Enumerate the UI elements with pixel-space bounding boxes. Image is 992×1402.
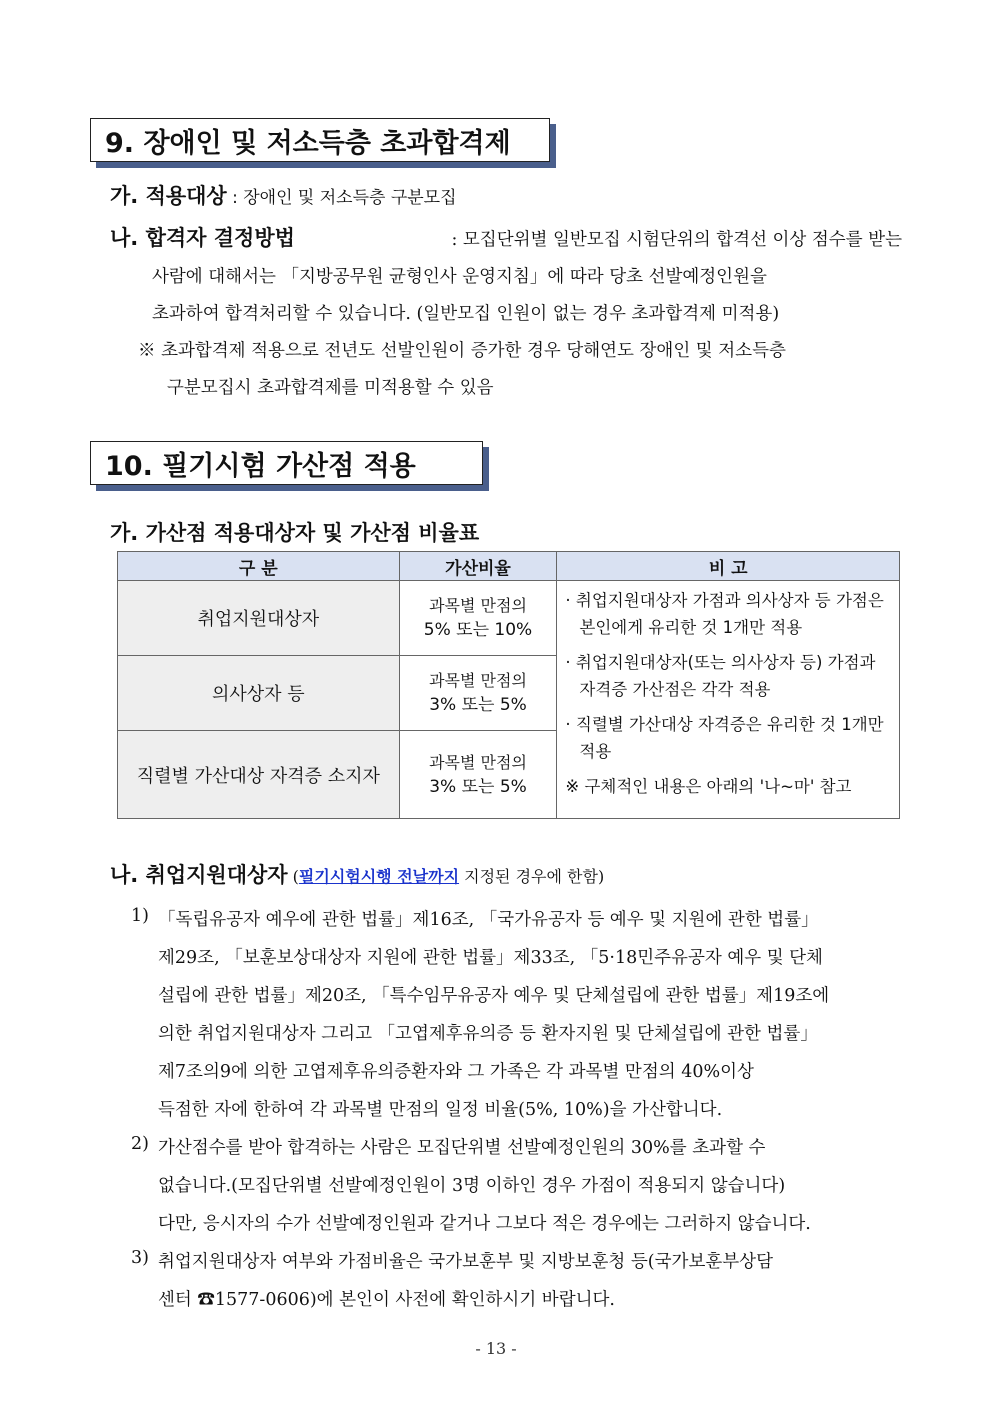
item-1-line-3: 설립에 관한 법률」제20조, 「특수임무유공자 예우 및 단체설립에 관한 법률」제19조에 (158, 986, 830, 1006)
item-2-line-2: 없습니다.(모집단위별 선발예정인원이 3명 이하인 경우 가점이 적용되지 않습니다) (158, 1176, 786, 1196)
section-10-b-qualifier: 지정된 경우에 한함) (459, 867, 605, 886)
item-2-line-3: 다만, 응시자의 수가 선발예정인원과 같거나 그보다 적은 경우에는 그러하지 않습니다. (158, 1214, 811, 1234)
section-9-a-label: 가. 적용대상 (110, 184, 227, 208)
item-3-num: 3) (131, 1248, 149, 1268)
section-10-title-text: 10. 필기시험 가산점 적용 (105, 450, 416, 482)
row-rate-line1: 과목별 만점의 (429, 671, 527, 690)
note-item: · 취업지원대상자(또는 의사상자 등) 가점과 자격증 가산점은 각각 적용 (565, 653, 876, 699)
deadline-link[interactable]: 필기시험시행 전날까지 (298, 867, 460, 886)
bonus-rate-table (117, 551, 900, 819)
section-9-b-label: 나. 합격자 결정방법 (110, 226, 295, 250)
item-1-line-2: 제29조, 「보훈보상대상자 지원에 관한 법률」제33조, 「5·18민주유공자 예우 및 단체 (158, 948, 823, 968)
item-1-line-6: 득점한 자에 한하여 각 과목별 만점의 일정 비율(5%, 10%)을 가산합니다. (158, 1100, 723, 1120)
item-1-line-1: 「독립유공자 예우에 관한 법률」제16조, 「국가유공자 등 예우 및 지원에 관한 법률」 (158, 910, 819, 930)
section-9-b-text1: : 모집단위별 일반모집 시험단위의 합격선 이상 점수를 받는 (451, 230, 902, 250)
item-2-line-1: 가산점수를 받아 합격하는 사람은 모집단위별 선발예정인원의 30%를 초과할 수 (158, 1138, 766, 1158)
note-item: · 직렬별 가산대상 자격증은 유리한 것 1개만 적용 (565, 715, 884, 761)
page-number: - 13 - (475, 1339, 517, 1358)
section-9-a-text: : 장애인 및 저소득층 구분모집 (226, 188, 457, 208)
section-10-b-heading (110, 859, 604, 889)
item-1-line (158, 906, 902, 931)
section-9-b-line3: 초과하여 합격처리할 수 있습니다. (일반모집 인원이 없는 경우 초과합격제 미적용) (152, 304, 780, 324)
row-rate-line1: 과목별 만점의 (429, 596, 527, 615)
section-10-a-heading: 가. 가산점 적용대상자 및 가산점 비율표 (110, 521, 480, 545)
header-note: 비 고 (557, 552, 900, 581)
row-rate-line2: 3% 또는 5% (429, 695, 527, 715)
header-rate: 가산비율 (399, 552, 557, 581)
row-rate-line1: 과목별 만점의 (429, 752, 527, 772)
paren-open: ( (287, 867, 299, 886)
section-9-title-text: 9. 장애인 및 저소득층 초과합격제 (105, 127, 511, 159)
section-9-b-line1 (110, 222, 902, 252)
item-1-line-4: 의한 취업지원대상자 그리고 「고엽제후유의증 등 환자지원 및 단체설립에 관한 법률」 (158, 1024, 818, 1044)
section-9-title (90, 118, 550, 162)
table-header-row (118, 552, 900, 581)
row-rate-line2: 5% 또는 10% (423, 620, 533, 640)
item-2-num: 2) (131, 1134, 149, 1154)
section-9-note-line1: ※ 초과합격제 적용으로 전년도 선발인원이 증가한 경우 당해연도 장애인 및 저소득층 (138, 341, 786, 361)
item-1-num: 1) (131, 906, 149, 926)
row-rate (399, 656, 557, 731)
section-9-a (110, 180, 457, 210)
section-9-b-line2: 사람에 대해서는 「지방공무원 균형인사 운영지침」에 따라 당초 선발예정인원을 (152, 267, 767, 287)
item-3-line-2: 센터 ☎1577-0606)에 본인이 사전에 확인하시기 바랍니다. (158, 1290, 615, 1310)
table-row (118, 581, 900, 656)
section-9-note-line2: 구분모집시 초과합격제를 미적용할 수 있음 (167, 378, 494, 398)
section-10-b-label: 나. 취업지원대상자 (110, 863, 288, 887)
row-category: 의사상자 등 (118, 656, 400, 731)
note-cell (557, 581, 900, 819)
item-1-line-5: 제7조의9에 의한 고엽제후유의증환자와 그 가족은 각 과목별 만점의 40%이상 (158, 1062, 754, 1082)
header-category: 구 분 (118, 552, 400, 581)
row-rate-line2: 3% 또는 5% (429, 776, 527, 797)
note-item: · 취업지원대상자 가점과 의사상자 등 가점은 본인에게 유리한 것 1개만 적용 (565, 591, 884, 637)
note-item: ※ 구체적인 내용은 아래의 '나~마' 참고 (565, 777, 852, 796)
item-3-line-1: 취업지원대상자 여부와 가점비율은 국가보훈부 및 지방보훈청 등(국가보훈부상담 (158, 1252, 773, 1272)
row-rate (399, 581, 557, 656)
row-category: 취업지원대상자 (118, 581, 400, 656)
section-10-title (90, 441, 483, 485)
row-category: 직렬별 가산대상 자격증 소지자 (118, 731, 400, 819)
row-rate (399, 731, 557, 819)
